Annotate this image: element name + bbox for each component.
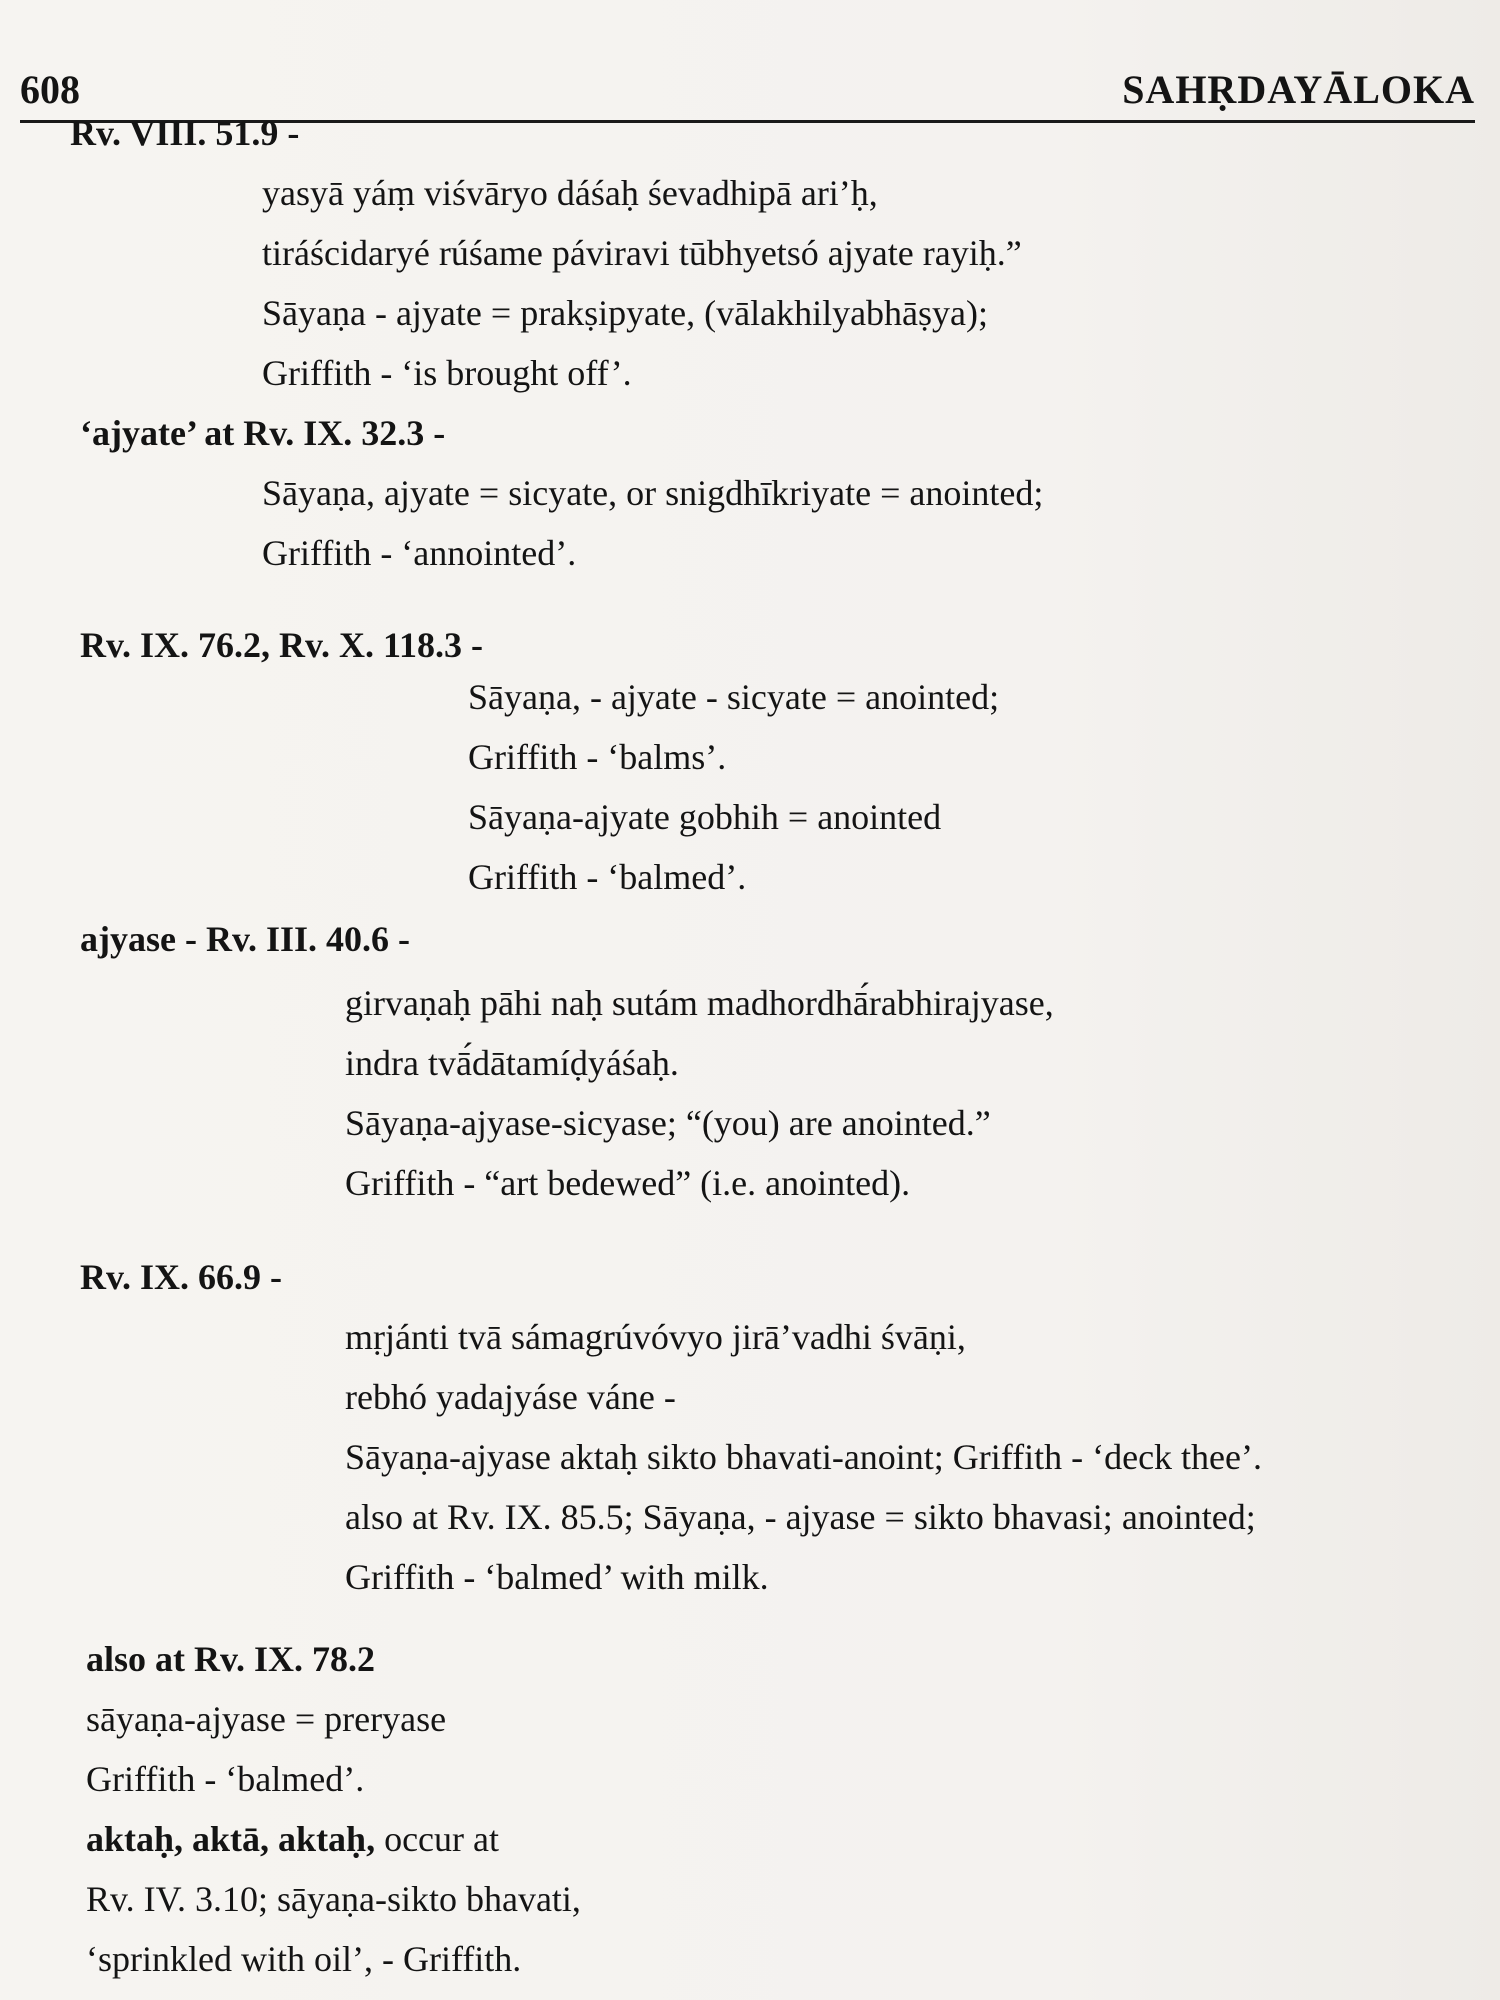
commentary-line: Griffith - ‘balmed’ with milk.: [345, 1557, 769, 1597]
commentary-line: Sāyaṇa-ajyase-sicyase; “(you) are anointed.”: [345, 1103, 991, 1143]
commentary-line: Griffith - ‘is brought off’.: [262, 353, 632, 393]
page-number: 608: [20, 67, 80, 112]
section-reference: Rv. IX. 76.2, Rv. X. 118.3 -: [80, 625, 484, 665]
terms-tail: occur at: [375, 1819, 500, 1859]
terms-bold: aktaḥ, aktā, aktaḥ,: [86, 1819, 376, 1859]
verse-line: mṛjánti tvā sámagrúvóvyo jirā’vadhi śvāṇi,: [345, 1317, 966, 1357]
commentary-line: Griffith - ‘balmed’.: [468, 857, 747, 897]
section-reference: also at Rv. IX. 78.2: [86, 1639, 376, 1679]
commentary-line: Griffith - ‘balms’.: [468, 737, 727, 777]
terms-line: [86, 1818, 499, 1860]
section-reference: ‘ajyate’ at Rv. IX. 32.3 -: [80, 413, 446, 453]
section-reference: ajyase - Rv. III. 40.6 -: [80, 919, 410, 959]
commentary-line: sāyaṇa-ajyase = preryase: [86, 1699, 447, 1739]
commentary-line: Sāyaṇa, - ajyate - sicyate = anointed;: [468, 677, 1000, 717]
verse-line: indra tvā́dātamíḍyáśaḥ.: [345, 1043, 679, 1083]
commentary-line: Griffith - ‘annointed’.: [262, 533, 577, 573]
commentary-line: Rv. IV. 3.10; sāyaṇa-sikto bhavati,: [86, 1879, 581, 1919]
commentary-line: Griffith - “art bedewed” (i.e. anointed).: [345, 1163, 911, 1203]
verse-line: rebhó yadajyáse váne -: [345, 1377, 676, 1417]
commentary-line: also at Rv. IX. 85.5; Sāyaṇa, - ajyase = sikto bhavasi; anointed;: [345, 1497, 1256, 1537]
commentary-line: Griffith - ‘balmed’.: [86, 1759, 365, 1799]
verse-line: girvaṇaḥ pāhi naḥ sutám madhordhā́rabhirajyase,: [345, 983, 1054, 1023]
commentary-line: Sāyaṇa-ajyase aktaḥ sikto bhavati-anoint; Griffith - ‘deck thee’.: [345, 1437, 1262, 1477]
commentary-line: Sāyaṇa, ajyate = sicyate, or snigdhīkriyate = anointed;: [262, 473, 1044, 513]
running-title: SAHṚDAYĀLOKA: [1122, 67, 1475, 112]
commentary-line: Sāyaṇa - ajyate = prakṣipyate, (vālakhilyabhāṣya);: [262, 293, 989, 333]
verse-line: yasyā yáṃ viśvāryo dáśaḥ śevadhipā ari’ḥ,: [262, 173, 878, 213]
commentary-line: Sāyaṇa-ajyate gobhih = anointed: [468, 797, 942, 837]
section-reference: Rv. VIII. 51.9 -: [70, 113, 300, 153]
section-reference: Rv. IX. 66.9 -: [80, 1257, 283, 1297]
verse-line: tiráścidaryé rúśame páviravi tūbhyetsó ajyate rayiḥ.”: [262, 233, 1022, 273]
commentary-line: ‘sprinkled with oil’, - Griffith.: [86, 1939, 522, 1979]
